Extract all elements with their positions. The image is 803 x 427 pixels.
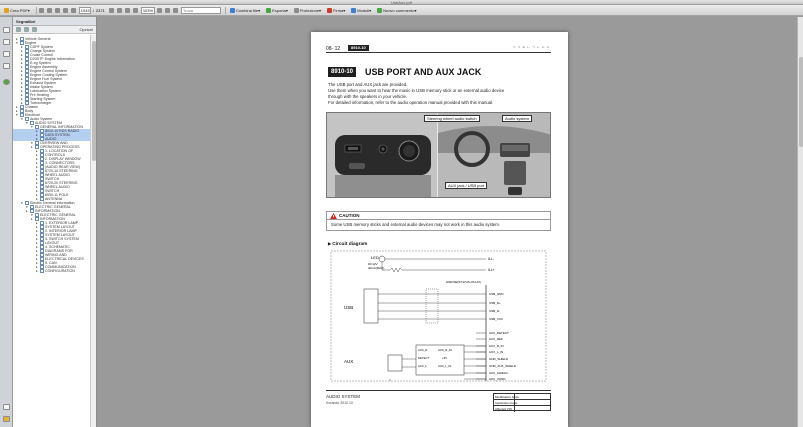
bookmarks-panel	[13, 17, 97, 427]
document-scrollbar[interactable]	[797, 17, 803, 427]
forms-button[interactable]	[349, 6, 373, 14]
bookmark-label: Vehicle General	[25, 37, 51, 41]
combine-label: Combina file	[235, 7, 259, 13]
bookmark-label: Engine Assembly	[30, 65, 58, 69]
bookmark-label: 2. DISPLAY WINDOW	[45, 157, 81, 161]
description-line: Use them when you want to hear the music in USB memory stick or an external audio device	[328, 88, 505, 93]
collapsed-arrow-icon[interactable]: ▸	[21, 85, 23, 89]
select-tool-icon[interactable]	[117, 8, 122, 13]
chip-label: AUX_R_IN	[438, 348, 452, 352]
caution-title: CAUTION	[339, 213, 360, 218]
bookmark-label: ELECTRICAL DEVICES	[45, 257, 84, 261]
collapsed-arrow-icon[interactable]: ▸	[36, 185, 38, 189]
bookmark-label: DIAGRAMS FOR	[45, 249, 73, 253]
hand-tool-icon[interactable]	[109, 8, 114, 13]
collapsed-arrow-icon[interactable]: ▸	[36, 237, 38, 241]
aux-pin-label: GND_AUX_SHIELD	[489, 364, 517, 369]
chip-label: AUX_L_IN	[438, 364, 452, 368]
aux-pin-label: AUX_R_IN	[489, 344, 504, 349]
collapsed-arrow-icon[interactable]: ▸	[36, 129, 38, 133]
bookmark-item[interactable]	[13, 269, 91, 273]
collapsed-arrow-icon[interactable]: ▸	[36, 197, 38, 201]
toolbar-divider	[36, 7, 37, 14]
warning-icon	[330, 213, 337, 219]
expand-bookmark-icon[interactable]	[32, 27, 37, 32]
collapsed-arrow-icon[interactable]: ▸	[21, 49, 23, 53]
bookmark-label: COMMUNICATION	[45, 265, 76, 269]
zoom-in-icon[interactable]	[133, 8, 138, 13]
usb-aux-photos	[326, 112, 551, 198]
bookmark-label: WHEEL AUDIO	[45, 185, 70, 189]
page-number-field[interactable]: 1945	[80, 7, 90, 13]
chip-label: AUX_R	[418, 348, 428, 352]
collapsed-arrow-icon[interactable]: ▸	[26, 209, 28, 213]
protect-label: Protezione	[299, 7, 320, 13]
bookmark-label: ELECTRIC GENERAL	[40, 213, 76, 217]
circuit-diagram	[326, 249, 551, 385]
page-number: 08- 12	[326, 46, 341, 52]
bookmark-label: Turbocharger	[30, 101, 52, 105]
layers-icon[interactable]	[3, 416, 10, 422]
collapsed-arrow-icon[interactable]: ▸	[36, 153, 38, 157]
collapsed-arrow-icon[interactable]: ▸	[21, 45, 23, 49]
bookmark-label: Cruise Control	[30, 53, 53, 57]
collapsed-arrow-icon[interactable]: ▸	[36, 173, 38, 177]
chevron-down-icon: ▾	[343, 7, 346, 13]
bookmark-label: Electric General Information	[30, 201, 75, 205]
caution-heading	[327, 212, 550, 220]
collapsed-arrow-icon[interactable]: ▸	[36, 161, 38, 165]
rotate-icon[interactable]	[173, 8, 178, 13]
protect-button[interactable]	[292, 6, 323, 14]
bookmark-label: 8720-10 STEERING	[45, 169, 78, 173]
revision-table	[493, 393, 551, 411]
triangle-bullet-icon: ▶	[328, 241, 333, 246]
description-line: through with the speakers in your vehicle.	[328, 94, 408, 99]
led-label: LED	[371, 255, 379, 260]
bookmark-label: CONFIGURATION	[45, 269, 75, 273]
caution-box	[326, 211, 551, 231]
footer-system: AUDIO SYSTEM	[326, 394, 361, 399]
bookmark-label: Engine Control System	[30, 69, 67, 73]
bookmark-label: Lubrication System	[30, 89, 61, 93]
section-code-badge: 8910-10	[328, 67, 356, 77]
bookmarks-scrollbar[interactable]	[90, 35, 96, 427]
collapsed-arrow-icon[interactable]: ▸	[21, 69, 23, 73]
bookmark-label: AUDIO	[45, 137, 57, 141]
bookmark-label: Engine Cooling System	[30, 73, 68, 77]
expanded-arrow-icon[interactable]: ▾	[21, 201, 23, 205]
paperclip-icon[interactable]	[3, 404, 10, 410]
collapsed-arrow-icon[interactable]: ▸	[36, 261, 38, 265]
bookmark-label: 3. CONNECTORS	[45, 161, 75, 165]
bookmark-label: LAYOUT	[45, 241, 60, 245]
bookmark-label: Charge System	[30, 49, 55, 53]
circuit-diagram-label: Circuit diagram	[332, 242, 368, 247]
footer-model: Korando 2010.10	[326, 401, 353, 405]
save-icon[interactable]	[47, 8, 52, 13]
revision-table-row: Application basis	[494, 400, 550, 406]
sign-button[interactable]	[325, 6, 347, 14]
bookmark-label: D20DTF Engine Information	[30, 57, 75, 61]
collapsed-arrow-icon[interactable]: ▸	[21, 73, 23, 77]
callout-steering-switch: Steering wheel audio switch	[424, 115, 480, 122]
window-title: UsbAux.pdf	[391, 0, 412, 5]
collapsed-arrow-icon[interactable]: ▸	[21, 65, 23, 69]
collapsed-arrow-icon[interactable]: ▸	[36, 257, 38, 261]
collapsed-arrow-icon[interactable]: ▸	[36, 133, 38, 137]
bookmark-label: 8720-20 STEERING	[45, 181, 78, 185]
export-button[interactable]	[264, 6, 290, 14]
bookmark-label: Audio System	[30, 117, 53, 121]
usb-pin-label: USB_GND	[489, 292, 504, 297]
bookmark-label: SWITCH	[45, 189, 60, 193]
expanded-arrow-icon[interactable]: ▾	[16, 41, 18, 45]
chevron-down-icon: ▾	[285, 7, 288, 13]
bookmark-label: Chassis	[25, 105, 38, 109]
page-header	[326, 44, 551, 53]
page-footer	[326, 390, 551, 414]
bookmark-label: DATA SYSTEM	[45, 133, 70, 137]
create-pdf-label: Crea PDF	[10, 7, 28, 13]
bookmark-label: Body	[25, 109, 34, 113]
expanded-arrow-icon[interactable]: ▾	[16, 113, 18, 117]
collapsed-arrow-icon[interactable]: ▸	[21, 93, 23, 97]
collapsed-arrow-icon[interactable]: ▸	[36, 221, 38, 225]
bookmark-label: 2. INTERIOR LAMP	[45, 229, 77, 233]
bookmark-label: CDPF System	[30, 45, 53, 49]
ill-minus-label: ILL-	[488, 257, 495, 261]
usb-pin-label: USB_VCC	[489, 317, 504, 322]
arrow-down-icon[interactable]	[71, 8, 76, 13]
create-pdf-button[interactable]	[2, 6, 32, 14]
page-total: 2371	[95, 7, 105, 13]
collapsed-arrow-icon[interactable]: ▸	[21, 97, 23, 101]
aux-pin-label: AUX_REF	[489, 337, 503, 342]
expanded-arrow-icon[interactable]: ▾	[21, 117, 23, 121]
led-spec-current: 40mA(MAX)	[368, 266, 385, 270]
collapsed-arrow-icon[interactable]: ▸	[36, 269, 38, 273]
bookmark-label: OVERVIEW AND	[40, 141, 68, 145]
aux-pin-label: AUX_VGND	[489, 377, 506, 382]
bookmark-label: Intake System	[30, 85, 53, 89]
collapsed-arrow-icon[interactable]: ▸	[16, 37, 18, 41]
bookmark-label: SYSTEM LAYOUT	[45, 233, 75, 237]
description-line: For detailed information, refer to the audio operation manual provided with this manual.	[328, 100, 494, 105]
chip-label: DETECT	[418, 356, 430, 360]
bookmark-label: WIRING AND	[45, 253, 67, 257]
chevron-down-icon: ▾	[414, 7, 417, 13]
chevron-down-icon: ▾	[369, 7, 372, 13]
bookmarks-options-button[interactable]: Opzioni	[79, 27, 93, 32]
bookmark-label: SYSTEM LAYOUT	[45, 225, 75, 229]
collapsed-arrow-icon[interactable]: ▸	[16, 105, 18, 109]
usb-pin-label: USB_D+	[489, 301, 501, 306]
bookmark-label: E-eg System	[30, 61, 51, 65]
bookmark-tree	[13, 35, 91, 425]
collapsed-arrow-icon[interactable]: ▸	[21, 57, 23, 61]
help-icon[interactable]	[3, 79, 10, 85]
collapsed-arrow-icon[interactable]: ▸	[21, 89, 23, 93]
collapsed-arrow-icon[interactable]: ▸	[36, 265, 38, 269]
expanded-arrow-icon[interactable]: ▾	[31, 213, 33, 217]
bookmark-label: Engine	[25, 41, 37, 45]
zoom-out-icon[interactable]	[125, 8, 130, 13]
chevron-down-icon: ▾	[27, 7, 30, 13]
bookmarks-toolbar	[13, 26, 96, 34]
circuit-diagram-title	[328, 241, 367, 247]
bookmark-label: 5. CAN	[45, 261, 57, 265]
usb-label: USB	[344, 305, 354, 310]
forms-label: Moduli	[357, 7, 370, 13]
bookmark-label: ELECTRIC GENERAL	[35, 205, 71, 209]
callout-aux-usb: AUX jack / USB port	[445, 182, 487, 189]
aux-label: AUX	[344, 359, 354, 364]
create-pdf-icon	[4, 8, 9, 13]
caution-text: Some USB memory sticks and external audio devices may not work in this audio system.	[331, 222, 501, 227]
attachments-icon[interactable]	[3, 51, 10, 57]
collapsed-arrow-icon[interactable]: ▸	[36, 137, 38, 141]
collapsed-arrow-icon[interactable]: ▸	[36, 229, 38, 233]
page-thumbnails-icon[interactable]	[3, 27, 10, 33]
pdf-page	[311, 32, 568, 427]
collapsed-arrow-icon[interactable]: ▸	[36, 189, 38, 193]
collapsed-arrow-icon[interactable]: ▸	[36, 249, 38, 253]
chip-label: +5V	[442, 356, 448, 360]
collapsed-arrow-icon[interactable]: ▸	[36, 169, 38, 173]
aux-pin-label: GND_SHIELD	[489, 357, 509, 362]
combine-button[interactable]	[228, 6, 262, 14]
collapsed-arrow-icon[interactable]: ▸	[36, 253, 38, 257]
bookmark-label: (AUDIO REAR VIEW)	[45, 165, 80, 169]
section-title: USB PORT AND AUX JACK	[365, 67, 482, 77]
forms-icon	[351, 8, 356, 13]
usb-pin-label: USB_D-	[489, 309, 501, 314]
ill-plus-label: ILL+	[488, 268, 495, 272]
combine-icon	[230, 8, 235, 13]
comment-label: Nuovo commento	[383, 7, 415, 13]
export-icon	[266, 8, 271, 13]
collapsed-arrow-icon[interactable]: ▸	[36, 181, 38, 185]
chevron-down-icon: ▾	[258, 7, 261, 13]
export-label: Esporta	[272, 7, 286, 13]
collapsed-arrow-icon[interactable]: ▸	[21, 101, 23, 105]
print-icon[interactable]	[39, 8, 44, 13]
fit-width-icon[interactable]	[165, 8, 170, 13]
collapsed-arrow-icon[interactable]: ▸	[21, 77, 23, 81]
collapsed-arrow-icon[interactable]: ▸	[36, 245, 38, 249]
main-toolbar	[0, 5, 803, 16]
bookmark-label: WHEEL AUDIO	[45, 173, 70, 177]
pen-icon	[327, 8, 332, 13]
comment-button[interactable]	[375, 6, 418, 14]
brand-mark: ᄀᄀᄋᄂᄀᄂᄃᄃ	[512, 46, 551, 51]
aux-pin-label: AUX_SHIELD	[489, 371, 508, 376]
bookmark-label: 3. SWITCH SYSTEM	[45, 237, 79, 241]
bookmarks-panel-title: Segnalibri	[13, 17, 96, 26]
bookmark-label: CONTROLS	[45, 153, 65, 157]
expanded-arrow-icon[interactable]: ▾	[31, 125, 33, 129]
bookmark-label: SWITCH	[45, 177, 60, 181]
bookmarks-scroll-thumb[interactable]	[92, 41, 96, 161]
expanded-arrow-icon[interactable]: ▾	[26, 205, 28, 209]
bookmark-label: 1. EXTERIOR LAMP	[45, 221, 79, 225]
connector-label: HIROSE(ST17HS-4S-HU)	[446, 280, 481, 284]
bookmark-label: ANTENNA	[45, 197, 63, 201]
aux-pin-label: AUX_DETECT	[489, 331, 509, 336]
sign-label: Firma	[333, 7, 344, 13]
bookmark-label: 8930-11 POLE	[45, 193, 69, 197]
bookmarks-icon[interactable]	[3, 39, 10, 45]
collapsed-arrow-icon[interactable]: ▸	[36, 165, 38, 169]
zoom-field[interactable]: 103%	[142, 7, 154, 13]
document-scroll-thumb[interactable]	[799, 57, 803, 147]
bookmark-label: Pre Heating	[30, 93, 49, 97]
bookmark-label: INFORMATION	[40, 217, 65, 221]
expanded-arrow-icon[interactable]: ▾	[31, 141, 33, 145]
bookmark-label: AUDIO SYSTEM	[35, 121, 63, 125]
toolbar-divider	[225, 7, 226, 14]
led-spec: DC12V	[368, 262, 378, 266]
bookmark-page-icon	[40, 269, 44, 273]
collapsed-arrow-icon[interactable]: ▸	[36, 225, 38, 229]
collapsed-arrow-icon[interactable]: ▸	[31, 145, 33, 149]
bookmark-label: Engine Fuel System	[30, 77, 63, 81]
chip-label: AUX_L	[418, 364, 427, 368]
chevron-down-icon: ▾	[319, 7, 322, 13]
lock-icon	[294, 8, 299, 13]
fit-page-icon[interactable]	[157, 8, 162, 13]
collapsed-arrow-icon[interactable]: ▸	[36, 157, 38, 161]
aux-pin-label: AUX_L_IN	[489, 350, 504, 355]
delete-bookmark-icon[interactable]	[24, 27, 29, 32]
bookmark-label: 1. LOCATION OF	[45, 149, 74, 153]
description-line: The USB port and AUX jack are provided.	[328, 82, 408, 87]
collapsed-arrow-icon[interactable]: ▸	[36, 241, 38, 245]
page-separator: /	[92, 7, 94, 13]
collapsed-arrow-icon[interactable]: ▸	[21, 61, 23, 65]
bookmark-label: Starting System	[30, 97, 56, 101]
new-bookmark-icon[interactable]	[16, 27, 21, 32]
bookmark-label: 8910-10 RDS RADIO	[45, 129, 80, 133]
collapsed-arrow-icon[interactable]: ▸	[21, 53, 23, 57]
revision-table-row: Modification basis	[494, 394, 550, 400]
collapsed-arrow-icon[interactable]: ▸	[36, 193, 38, 197]
collapsed-arrow-icon[interactable]: ▸	[36, 149, 38, 153]
header-code: 8910-10	[348, 45, 369, 51]
bookmark-label: Exhaust System	[30, 81, 56, 85]
callout-audio-system: Audio system	[502, 115, 532, 122]
collapsed-arrow-icon[interactable]: ▸	[16, 109, 18, 113]
usb-port-photo	[327, 113, 437, 198]
find-input[interactable]	[181, 7, 221, 14]
expanded-arrow-icon[interactable]: ▾	[26, 121, 28, 125]
collapsed-arrow-icon[interactable]: ▸	[31, 217, 33, 221]
bookmark-label: Electrical	[25, 113, 40, 117]
revision-table-row: Affected VIN	[494, 406, 550, 412]
bookmark-label: GENERAL INFORMATION	[40, 125, 83, 129]
collapsed-arrow-icon[interactable]: ▸	[36, 177, 38, 181]
navigation-pane	[0, 17, 13, 427]
collapsed-arrow-icon[interactable]: ▸	[36, 233, 38, 237]
bookmark-label: INFORMATION	[35, 209, 60, 213]
arrow-up-icon[interactable]	[63, 8, 68, 13]
bookmark-label: 4. SCHEMATIC	[45, 245, 70, 249]
mail-icon[interactable]	[55, 8, 60, 13]
signatures-icon[interactable]	[3, 63, 10, 69]
collapsed-arrow-icon[interactable]: ▸	[21, 81, 23, 85]
bookmark-label: OPERATING PROCESS	[40, 145, 80, 149]
comment-icon	[377, 8, 382, 13]
